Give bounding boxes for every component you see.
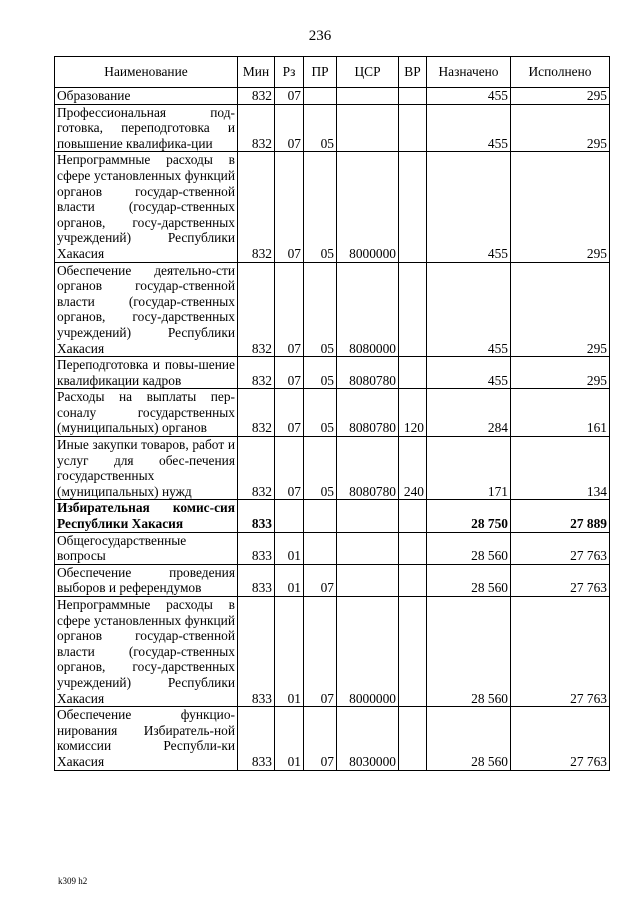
cell-min: 832 (238, 104, 275, 152)
cell-name: Обеспечение проведения выборов и референдумов (55, 564, 238, 596)
cell-pr: 05 (304, 437, 337, 500)
cell-rz: 07 (275, 152, 304, 262)
cell-name: Переподготовка и повы-шение квалификации кадров (55, 357, 238, 389)
cell-vr (399, 707, 427, 770)
header-executed: Исполнено (511, 57, 610, 88)
table-row (55, 500, 610, 532)
cell-assigned: 284 (427, 389, 511, 437)
cell-min: 833 (238, 500, 275, 532)
cell-rz (275, 500, 304, 532)
header-rz: Рз (275, 57, 304, 88)
cell-vr (399, 500, 427, 532)
cell-csr (337, 500, 399, 532)
cell-executed: 134 (511, 437, 610, 500)
cell-min: 832 (238, 357, 275, 389)
table-row (55, 88, 610, 105)
cell-min: 832 (238, 262, 275, 357)
budget-table (54, 56, 610, 771)
page-number: 236 (308, 28, 332, 44)
cell-rz: 07 (275, 262, 304, 357)
cell-csr (337, 532, 399, 564)
cell-min: 832 (238, 437, 275, 500)
cell-rz: 07 (275, 104, 304, 152)
cell-rz: 07 (275, 88, 304, 105)
table-row (55, 707, 610, 770)
cell-assigned: 28 560 (427, 532, 511, 564)
cell-vr: 120 (399, 389, 427, 437)
cell-pr (304, 532, 337, 564)
cell-csr: 8000000 (337, 152, 399, 262)
cell-pr: 07 (304, 564, 337, 596)
cell-pr: 07 (304, 707, 337, 770)
cell-name: Иные закупки товаров, работ и услуг для обес-печения государственных (муниципальных) нужд (55, 437, 238, 500)
cell-rz: 01 (275, 532, 304, 564)
cell-executed: 27 763 (511, 597, 610, 707)
cell-name: Обеспечение функцио-нирования Избиратель-ной комиссии Республи-ки Хакасия (55, 707, 238, 770)
cell-name: Образование (55, 88, 238, 105)
cell-csr: 8080780 (337, 389, 399, 437)
cell-name: Общегосударственные вопросы (55, 532, 238, 564)
cell-vr (399, 564, 427, 596)
cell-vr (399, 532, 427, 564)
cell-vr (399, 88, 427, 105)
cell-executed: 295 (511, 104, 610, 152)
table-header-row (55, 57, 610, 88)
cell-vr (399, 152, 427, 262)
table-row (55, 152, 610, 262)
header-name: Наименование (55, 57, 238, 88)
cell-csr: 8080780 (337, 437, 399, 500)
cell-executed: 27 763 (511, 532, 610, 564)
cell-assigned: 455 (427, 88, 511, 105)
cell-min: 832 (238, 88, 275, 105)
header-vr: ВР (399, 57, 427, 88)
cell-vr (399, 597, 427, 707)
cell-assigned: 28 560 (427, 597, 511, 707)
cell-rz: 07 (275, 437, 304, 500)
header-min: Мин (238, 57, 275, 88)
cell-vr (399, 104, 427, 152)
table-row (55, 104, 610, 152)
table-body (55, 88, 610, 771)
cell-executed: 27 889 (511, 500, 610, 532)
table-row (55, 389, 610, 437)
cell-executed: 295 (511, 152, 610, 262)
cell-pr: 07 (304, 597, 337, 707)
cell-name: Избирательная комис-сия Республики Хакасия (55, 500, 238, 532)
cell-assigned: 455 (427, 152, 511, 262)
cell-csr: 8080000 (337, 262, 399, 357)
cell-pr: 05 (304, 262, 337, 357)
cell-name: Непрограммные расходы в сфере установленных функций органов государ-ственной власти (государ-ственных органов, госу-дарственных учреждений) Республики Хакасия (55, 597, 238, 707)
cell-executed: 27 763 (511, 707, 610, 770)
table-row (55, 532, 610, 564)
cell-pr (304, 88, 337, 105)
cell-executed: 295 (511, 88, 610, 105)
cell-min: 833 (238, 597, 275, 707)
cell-vr (399, 262, 427, 357)
footer-code: k309 h2 (58, 876, 88, 886)
cell-pr (304, 500, 337, 532)
cell-rz: 01 (275, 564, 304, 596)
cell-name: Обеспечение деятельно-сти органов государ-ственной власти (государ-ственных органов, госу-дарственных учреждений) Республики Хакасия (55, 262, 238, 357)
cell-assigned: 28 560 (427, 564, 511, 596)
cell-csr: 8080780 (337, 357, 399, 389)
cell-name: Расходы на выплаты пер-соналу государственных (муниципальных) органов (55, 389, 238, 437)
cell-executed: 27 763 (511, 564, 610, 596)
cell-min: 832 (238, 152, 275, 262)
cell-pr: 05 (304, 357, 337, 389)
cell-executed: 161 (511, 389, 610, 437)
cell-csr (337, 104, 399, 152)
cell-min: 833 (238, 707, 275, 770)
table-row (55, 597, 610, 707)
cell-assigned: 171 (427, 437, 511, 500)
cell-name: Непрограммные расходы в сфере установленных функций органов государ-ственной власти (государ-ственных органов, госу-дарственных учреждений) Республики Хакасия (55, 152, 238, 262)
cell-rz: 01 (275, 597, 304, 707)
cell-pr: 05 (304, 389, 337, 437)
cell-rz: 01 (275, 707, 304, 770)
cell-csr: 8030000 (337, 707, 399, 770)
cell-name: Профессиональная под-готовка, переподготовка и повышение квалифика-ции (55, 104, 238, 152)
cell-assigned: 455 (427, 262, 511, 357)
header-assigned: Назначено (427, 57, 511, 88)
cell-assigned: 455 (427, 357, 511, 389)
cell-csr (337, 88, 399, 105)
cell-assigned: 28 750 (427, 500, 511, 532)
header-csr: ЦСР (337, 57, 399, 88)
cell-min: 833 (238, 532, 275, 564)
cell-assigned: 455 (427, 104, 511, 152)
cell-csr: 8000000 (337, 597, 399, 707)
cell-pr: 05 (304, 104, 337, 152)
table-row (55, 564, 610, 596)
cell-rz: 07 (275, 389, 304, 437)
header-pr: ПР (304, 57, 337, 88)
cell-executed: 295 (511, 262, 610, 357)
table-row (55, 437, 610, 500)
cell-executed: 295 (511, 357, 610, 389)
cell-rz: 07 (275, 357, 304, 389)
cell-vr: 240 (399, 437, 427, 500)
cell-csr (337, 564, 399, 596)
cell-assigned: 28 560 (427, 707, 511, 770)
table-row (55, 357, 610, 389)
cell-min: 833 (238, 564, 275, 596)
cell-pr: 05 (304, 152, 337, 262)
table-row (55, 262, 610, 357)
cell-min: 832 (238, 389, 275, 437)
cell-vr (399, 357, 427, 389)
